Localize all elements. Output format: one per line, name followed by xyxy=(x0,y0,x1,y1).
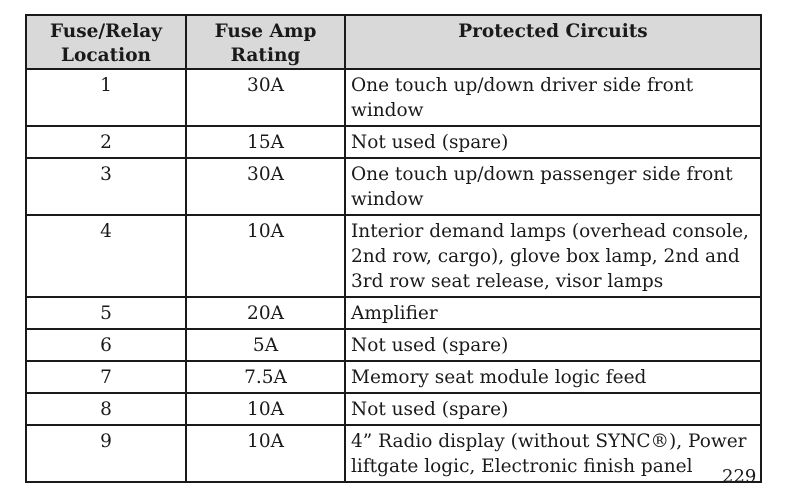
table-row xyxy=(26,297,761,329)
header-row xyxy=(26,15,761,69)
cell-circuits: Memory seat module logic feed xyxy=(345,361,761,393)
cell-circuits: One touch up/down passenger side front window xyxy=(345,158,761,215)
cell-rating: 20A xyxy=(186,297,345,329)
page-number: 229 xyxy=(722,466,757,487)
cell-location: 1 xyxy=(26,69,186,126)
table-row xyxy=(26,425,761,482)
cell-rating: 30A xyxy=(186,69,345,126)
cell-circuits: Not used (spare) xyxy=(345,126,761,158)
cell-circuits: Amplifier xyxy=(345,297,761,329)
table-row xyxy=(26,215,761,297)
cell-location: 7 xyxy=(26,361,186,393)
cell-circuits: Not used (spare) xyxy=(345,329,761,361)
table-row xyxy=(26,361,761,393)
table-row xyxy=(26,393,761,425)
table-row xyxy=(26,126,761,158)
table-row xyxy=(26,69,761,126)
cell-rating: 5A xyxy=(186,329,345,361)
header-rating: Fuse Amp Rating xyxy=(186,15,345,69)
fuse-table-header xyxy=(26,15,761,69)
fuse-table-body xyxy=(26,69,761,482)
cell-location: 6 xyxy=(26,329,186,361)
cell-circuits: Not used (spare) xyxy=(345,393,761,425)
cell-location: 4 xyxy=(26,215,186,297)
cell-location: 8 xyxy=(26,393,186,425)
cell-rating: 7.5A xyxy=(186,361,345,393)
cell-rating: 15A xyxy=(186,126,345,158)
table-row xyxy=(26,329,761,361)
cell-rating: 10A xyxy=(186,425,345,482)
cell-circuits: One touch up/down driver side front window xyxy=(345,69,761,126)
cell-rating: 10A xyxy=(186,215,345,297)
cell-circuits: 4” Radio display (without SYNC®), Power liftgate logic, Electronic finish panel xyxy=(345,425,761,482)
cell-location: 2 xyxy=(26,126,186,158)
header-location: Fuse/Relay Location xyxy=(26,15,186,69)
cell-location: 3 xyxy=(26,158,186,215)
table-row xyxy=(26,158,761,215)
cell-rating: 30A xyxy=(186,158,345,215)
cell-location: 9 xyxy=(26,425,186,482)
cell-circuits: Interior demand lamps (overhead console, 2nd row, cargo), glove box lamp, 2nd and 3rd row seat release, visor lamps xyxy=(345,215,761,297)
cell-rating: 10A xyxy=(186,393,345,425)
header-circuits: Protected Circuits xyxy=(345,15,761,69)
fuse-table xyxy=(25,14,762,483)
cell-location: 5 xyxy=(26,297,186,329)
